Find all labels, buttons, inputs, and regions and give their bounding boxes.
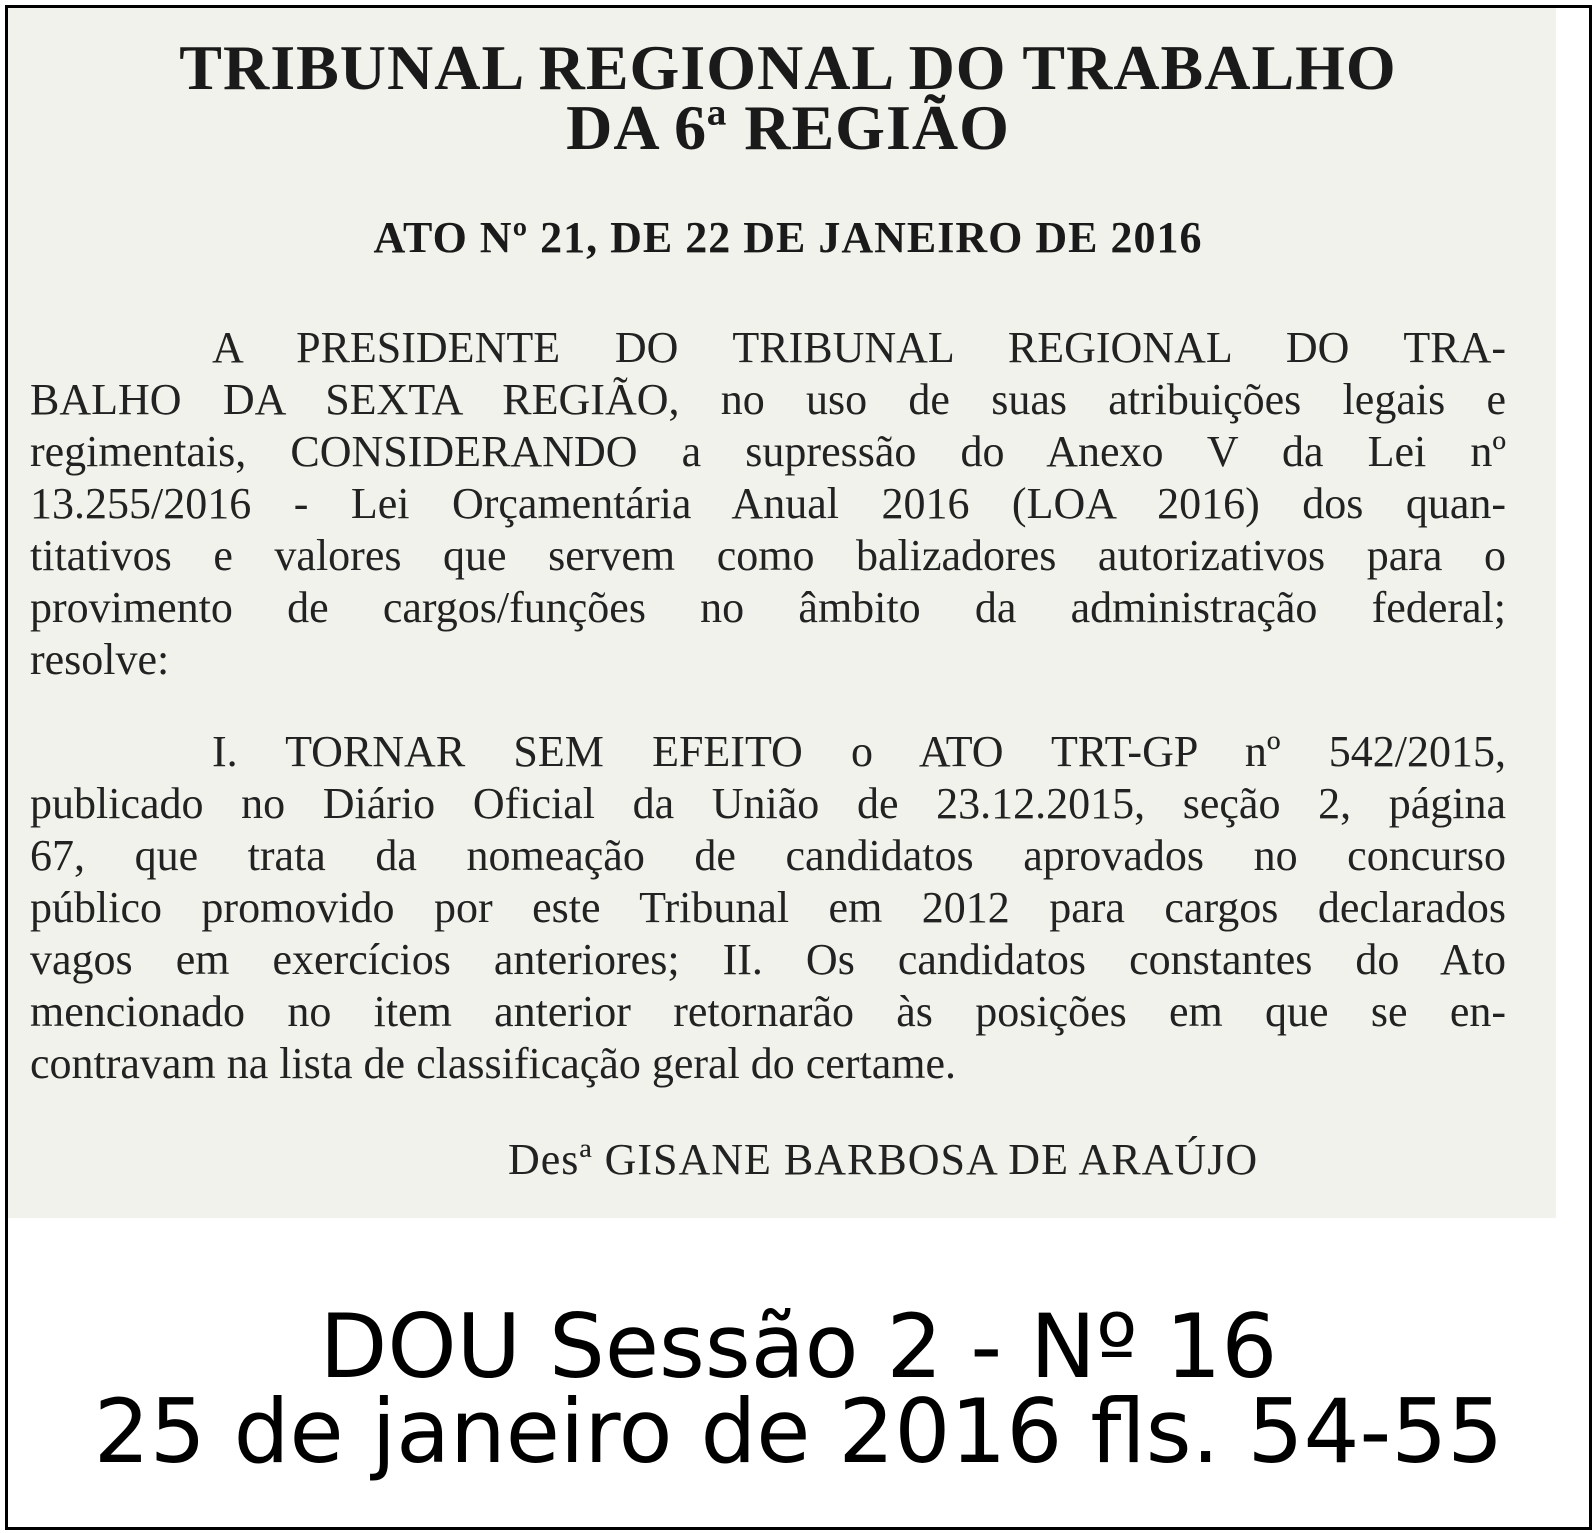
newspaper-clipping bbox=[8, 8, 1556, 1218]
paragraph-line: BALHO DA SEXTA REGIÃO, no uso de suas atribuições legais e bbox=[30, 375, 1506, 424]
paragraph-line: 13.255/2016 - Lei Orçamentária Anual 2016 (LOA 2016) dos quan- bbox=[30, 479, 1506, 528]
paragraph-line: mencionado no item anterior retornarão às posições em que se en- bbox=[30, 987, 1506, 1036]
court-title-line1: TRIBUNAL REGIONAL DO TRABALHO bbox=[179, 32, 1397, 103]
court-title-line2: DA 6ª REGIÃO bbox=[566, 92, 1010, 163]
paragraph-line: 67, que trata da nomeação de candidatos aprovados no concurso bbox=[30, 831, 1506, 880]
paragraph-line: regimentais, CONSIDERANDO a supressão do Anexo V da Lei nº bbox=[30, 427, 1506, 476]
document-frame bbox=[5, 5, 1592, 1530]
act-title: ATO Nº 21, DE 22 DE JANEIRO DE 2016 bbox=[373, 213, 1203, 262]
paragraph-line: publicado no Diário Oficial da União de 23.12.2015, seção 2, página bbox=[30, 779, 1506, 828]
paragraph-resolution bbox=[30, 726, 1506, 1090]
paragraph-line: provimento de cargos/funções no âmbito da administração federal; bbox=[30, 583, 1506, 632]
caption-line1: DOU Sessão 2 - Nº 16 bbox=[319, 1295, 1278, 1398]
paragraph-line: A PRESIDENTE DO TRIBUNAL REGIONAL DO TRA- bbox=[212, 323, 1506, 372]
paragraph-considerando bbox=[30, 322, 1506, 686]
caption-line2: 25 de janeiro de 2016 fls. 54-55 bbox=[93, 1380, 1504, 1483]
signature: Desª GISANE BARBOSA DE ARAÚJO bbox=[508, 1135, 1259, 1184]
paragraph-line: titativos e valores que servem como balizadores autorizativos para o bbox=[30, 531, 1506, 580]
paragraph-line: vagos em exercícios anteriores; II. Os candidatos constantes do Ato bbox=[30, 935, 1506, 984]
paragraph-line: contravam na lista de classificação geral do certame. bbox=[30, 1039, 956, 1088]
paragraph-line: público promovido por este Tribunal em 2012 para cargos declarados bbox=[30, 883, 1506, 932]
paragraph-line: resolve: bbox=[30, 635, 170, 684]
paragraph-line: I. TORNAR SEM EFEITO o ATO TRT-GP nº 542/2015, bbox=[212, 727, 1506, 776]
